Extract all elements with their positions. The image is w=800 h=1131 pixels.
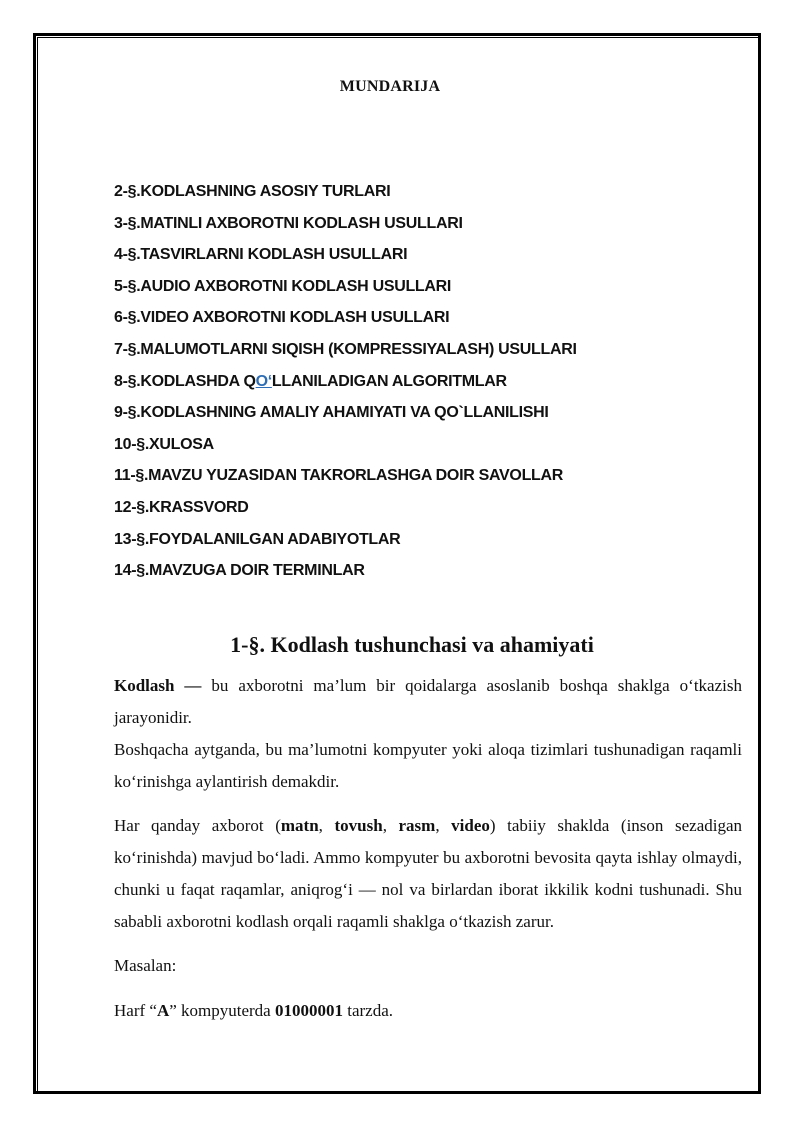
- example-paragraph: [114, 995, 742, 1027]
- toc-item[interactable]: 9-§.KODLASHNING AMALIY AHAMIYATI VA QO`LLANILISHI: [114, 404, 549, 422]
- toc-item[interactable]: 6-§.VIDEO AXBOROTNI KODLASH USULLARI: [114, 309, 450, 327]
- toc-item[interactable]: 7-§.MALUMOTLARNI SIQISH (KOMPRESSIYALASH) USULLARI: [114, 340, 577, 358]
- definition-paragraph: [114, 670, 742, 734]
- paragraph: [114, 810, 742, 938]
- bold-word: matn: [280, 816, 319, 835]
- toc-item[interactable]: 10-§.XULOSA: [114, 435, 214, 453]
- paragraph-text: ) tabiiy shaklda (inson sezadigan ko‘rinishda) mavjud bo‘ladi. Ammo kompyuter bu axborotni bevosita qayta ishlay olmaydi, chunki u faqat raqamlar, aniqrog‘i — nol va birlardan iborat ikkilik kodni tushunadi. Shu sababli axborotni kodlash orqali raqamli shaklga o‘tkazish zarur.: [114, 816, 743, 931]
- toc-item[interactable]: [114, 366, 577, 398]
- paragraph-text: bu axborotni ma’lum bir qoidalarga asoslanib boshqa shaklga o‘tkazish jarayonidir.: [114, 676, 742, 727]
- bold-word: tovush: [334, 816, 383, 835]
- toc-item[interactable]: 13-§.FOYDALANILGAN ADABIYOTLAR: [114, 530, 401, 548]
- toc-item[interactable]: 5-§.AUDIO AXBOROTNI KODLASH USULLARI: [114, 277, 452, 295]
- toc-item[interactable]: 12-§.KRASSVORD: [114, 498, 249, 516]
- paragraph-text: Har qanday axborot (: [114, 816, 281, 835]
- paragraph-text: ,: [382, 816, 399, 835]
- toc-item[interactable]: 4-§.TASVIRLARNI KODLASH USULLARI: [114, 246, 408, 264]
- paragraph-text: tarzda.: [342, 1001, 394, 1020]
- toc-title: MUNDARIJA: [339, 78, 441, 95]
- binary-code: 01000001: [274, 1001, 343, 1020]
- toc-item[interactable]: 2-§.KODLASHNING ASOSIY TURLARI: [114, 183, 391, 200]
- paragraph-text: ” kompyuterda: [169, 1001, 275, 1020]
- paragraph-text: ,: [435, 816, 452, 835]
- bold-letter: A: [156, 1001, 170, 1020]
- section-heading: 1-§. Kodlash tushunchasi va ahamiyati: [230, 632, 594, 657]
- toc-item[interactable]: 14-§.MAVZUGA DOIR TERMINLAR: [114, 562, 365, 580]
- toc-item-text: 8-§.KODLASHDA Q: [114, 372, 256, 390]
- toc-item[interactable]: 11-§.MAVZU YUZASIDAN TAKRORLASHGA DOIR SAVOLLAR: [114, 467, 564, 485]
- toc-item[interactable]: 3-§.MATINLI AXBOROTNI KODLASH USULLARI: [114, 214, 463, 232]
- toc-item-hyperlink[interactable]: O‘: [255, 372, 272, 390]
- paragraph: Masalan:: [114, 956, 177, 975]
- bold-word: video: [451, 816, 490, 835]
- table-of-contents: [114, 176, 577, 587]
- paragraph-text: ,: [318, 816, 335, 835]
- paragraph: Boshqacha aytganda, bu ma’lumotni kompyuter yoki aloqa tizimlari tushunadigan raqamli ko‘rinishga aylantirish demakdir.: [114, 740, 742, 791]
- term-bold: Kodlash —: [114, 676, 202, 695]
- toc-item-text: LLANILADIGAN ALGORITMLAR: [271, 372, 507, 390]
- paragraph-text: Harf “: [114, 1001, 157, 1020]
- bold-word: rasm: [398, 816, 436, 835]
